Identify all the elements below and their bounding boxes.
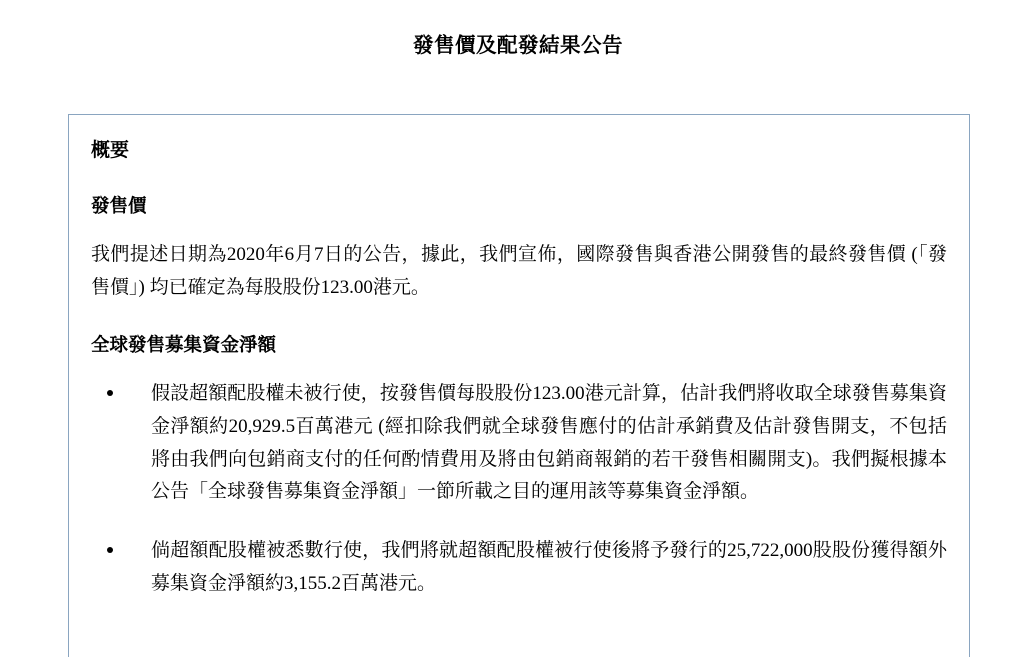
summary-heading: 概要 [91, 140, 130, 161]
list-item [91, 535, 947, 600]
list-item [91, 378, 947, 509]
offer-price-paragraph: 我們提述日期為2020年6月7日的公告，據此，我們宣佈，國際發售與香港公開發售的最終發售價 (「發售價」) 均已確定為每股股份123.00港元。 [91, 244, 947, 298]
list-item-text: 假設超額配股權未被行使，按發售價每股股份123.00港元計算，估計我們將收取全球發售募集資金淨額約20,929.5百萬港元 (經扣除我們就全球發售應付的估計承銷費及估計發售開支，不包括將由我們向包銷商支付的任何酌情費用及將由包銷商報銷的若干發售相關開支)。我們擬根據本公告「全球發售募集資金淨額」一節所載之目的運用該等募集資金淨額。 [151, 383, 947, 503]
bullet-dot-icon [107, 547, 113, 553]
document-page [0, 28, 1036, 657]
page-title: 發售價及配發結果公告 [413, 35, 623, 57]
offer-price-heading: 發售價 [91, 196, 147, 217]
bullet-dot-icon [107, 390, 113, 396]
summary-box [68, 114, 970, 657]
net-proceeds-heading: 全球發售募集資金淨額 [91, 335, 277, 356]
net-proceeds-bullet-list [91, 378, 947, 600]
list-item-text: 倘超額配股權被悉數行使，我們將就超額配股權被行使後將予發行的25,722,000股股份獲得額外募集資金淨額約3,155.2百萬港元。 [151, 540, 947, 594]
